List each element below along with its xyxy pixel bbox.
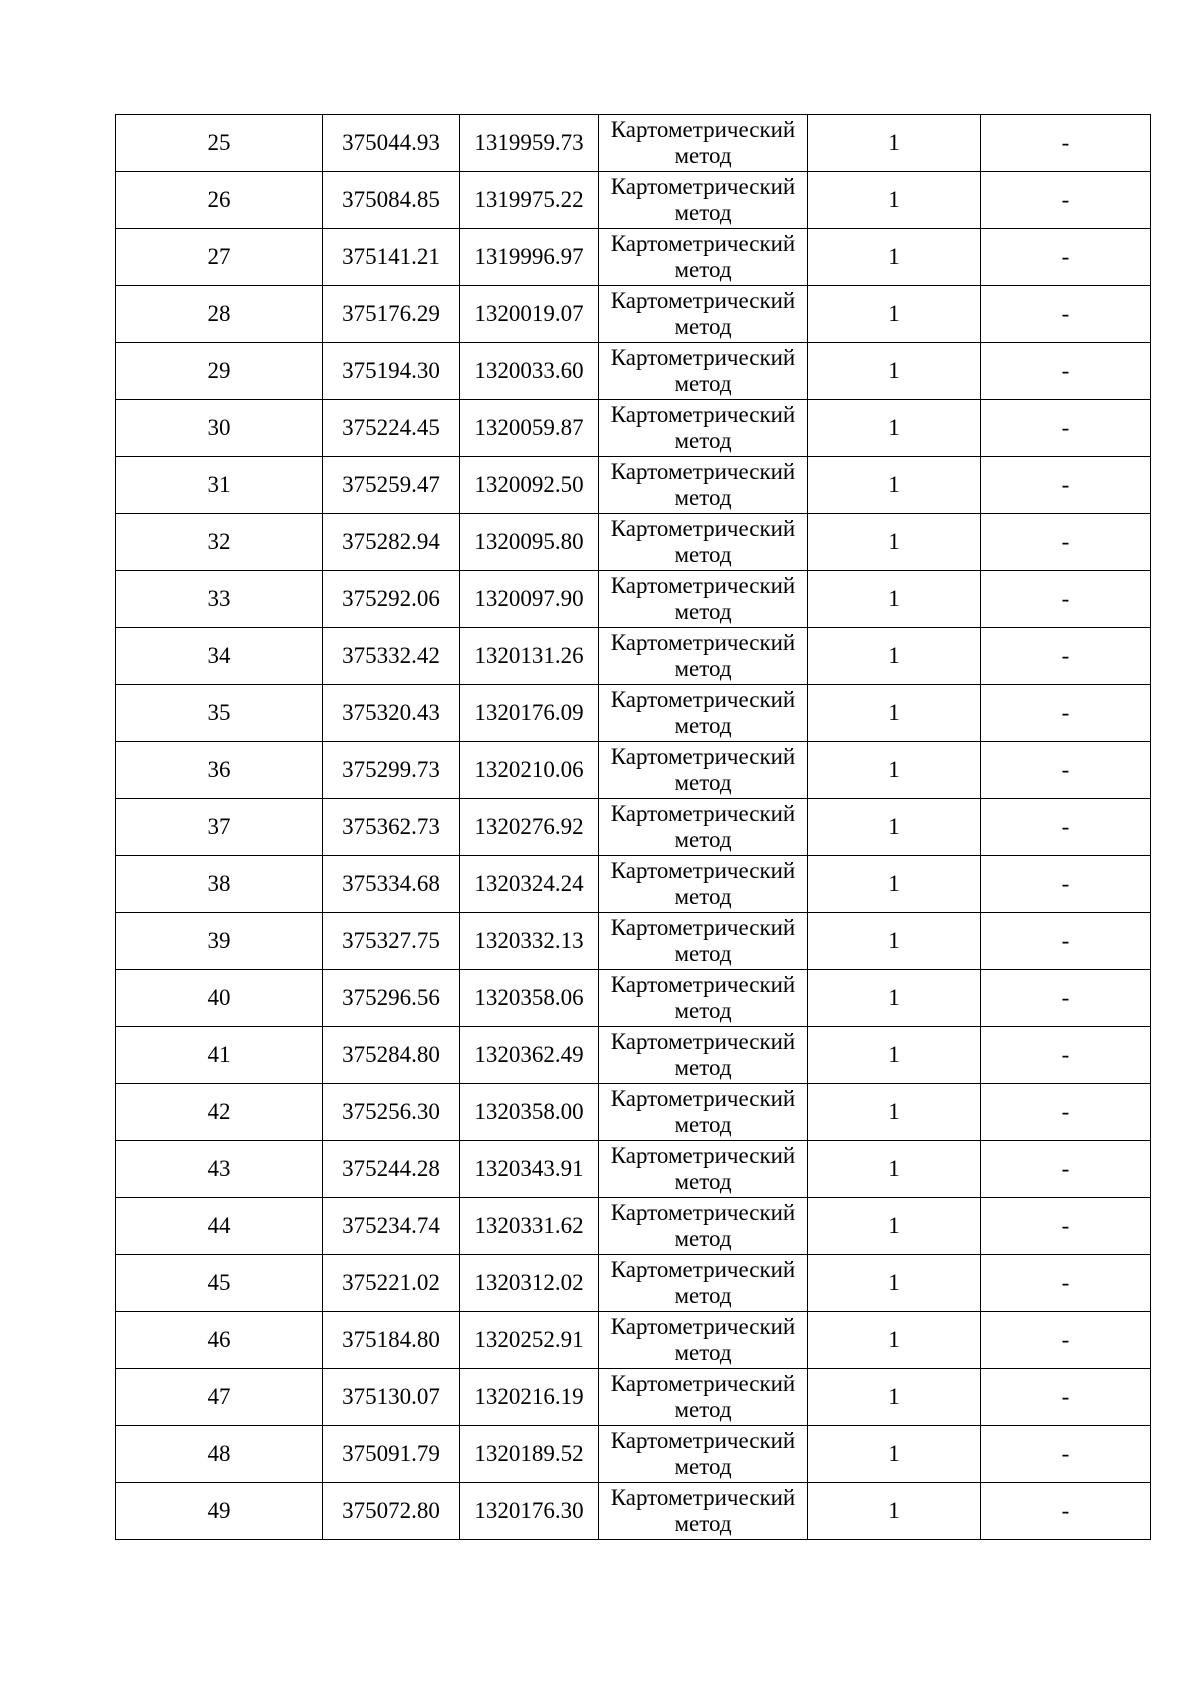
y-coordinate-cell: 1320059.87: [460, 400, 599, 457]
note-cell: -: [981, 172, 1151, 229]
accuracy-cell: 1: [808, 1312, 981, 1369]
y-coordinate-cell: 1320331.62: [460, 1198, 599, 1255]
note-cell: -: [981, 343, 1151, 400]
x-coordinate-cell: 375332.42: [323, 628, 460, 685]
table-row: [116, 286, 1151, 343]
method-line-1: Картометрический: [610, 915, 796, 940]
method-cell: [599, 1312, 808, 1369]
method-cell: [599, 172, 808, 229]
x-coordinate-cell: 375327.75: [323, 913, 460, 970]
method-line-1: Картометрический: [610, 516, 796, 541]
x-coordinate-cell: 375256.30: [323, 1084, 460, 1141]
method-line-2: метод: [674, 143, 732, 168]
point-number-cell: 29: [116, 343, 323, 400]
method-cell: [599, 571, 808, 628]
note-cell: -: [981, 742, 1151, 799]
method-line-2: метод: [674, 713, 732, 738]
method-cell: [599, 856, 808, 913]
accuracy-cell: 1: [808, 1369, 981, 1426]
point-number-cell: 35: [116, 685, 323, 742]
method-line-2: метод: [674, 1169, 732, 1194]
method-line-1: Картометрический: [610, 1257, 796, 1282]
x-coordinate-cell: 375044.93: [323, 115, 460, 172]
point-number-cell: 25: [116, 115, 323, 172]
table-row: [116, 1198, 1151, 1255]
point-number-cell: 40: [116, 970, 323, 1027]
table-row: [116, 115, 1151, 172]
method-line-2: метод: [674, 998, 732, 1023]
method-cell: [599, 1141, 808, 1198]
y-coordinate-cell: 1320189.52: [460, 1426, 599, 1483]
method-line-1: Картометрический: [610, 1485, 796, 1510]
method-line-2: метод: [674, 884, 732, 909]
point-number-cell: 42: [116, 1084, 323, 1141]
accuracy-cell: 1: [808, 970, 981, 1027]
note-cell: -: [981, 115, 1151, 172]
note-cell: -: [981, 1141, 1151, 1198]
method-line-1: Картометрический: [610, 1428, 796, 1453]
point-number-cell: 27: [116, 229, 323, 286]
method-cell: [599, 514, 808, 571]
table-row: [116, 1141, 1151, 1198]
point-number-cell: 34: [116, 628, 323, 685]
point-number-cell: 43: [116, 1141, 323, 1198]
table-body: [116, 115, 1151, 1540]
table-row: [116, 172, 1151, 229]
method-cell: [599, 457, 808, 514]
x-coordinate-cell: 375282.94: [323, 514, 460, 571]
point-number-cell: 41: [116, 1027, 323, 1084]
table-row: [116, 628, 1151, 685]
x-coordinate-cell: 375084.85: [323, 172, 460, 229]
accuracy-cell: 1: [808, 343, 981, 400]
method-cell: [599, 913, 808, 970]
table-row: [116, 1426, 1151, 1483]
y-coordinate-cell: 1320019.07: [460, 286, 599, 343]
accuracy-cell: 1: [808, 1084, 981, 1141]
method-cell: [599, 229, 808, 286]
x-coordinate-cell: 375176.29: [323, 286, 460, 343]
y-coordinate-cell: 1320358.00: [460, 1084, 599, 1141]
point-number-cell: 38: [116, 856, 323, 913]
method-line-1: Картометрический: [610, 687, 796, 712]
y-coordinate-cell: 1320176.09: [460, 685, 599, 742]
accuracy-cell: 1: [808, 1426, 981, 1483]
method-cell: [599, 742, 808, 799]
table-row: [116, 1483, 1151, 1540]
point-number-cell: 33: [116, 571, 323, 628]
method-line-1: Картометрический: [610, 459, 796, 484]
method-cell: [599, 343, 808, 400]
note-cell: -: [981, 1198, 1151, 1255]
table-row: [116, 1312, 1151, 1369]
table-row: [116, 913, 1151, 970]
x-coordinate-cell: 375296.56: [323, 970, 460, 1027]
accuracy-cell: 1: [808, 115, 981, 172]
method-line-1: Картометрический: [610, 972, 796, 997]
method-line-1: Картометрический: [610, 288, 796, 313]
accuracy-cell: 1: [808, 1255, 981, 1312]
point-number-cell: 47: [116, 1369, 323, 1426]
accuracy-cell: 1: [808, 457, 981, 514]
method-line-2: метод: [674, 599, 732, 624]
accuracy-cell: 1: [808, 1141, 981, 1198]
method-cell: [599, 1255, 808, 1312]
method-line-2: метод: [674, 1283, 732, 1308]
y-coordinate-cell: 1320358.06: [460, 970, 599, 1027]
method-line-1: Картометрический: [610, 801, 796, 826]
x-coordinate-cell: 375221.02: [323, 1255, 460, 1312]
point-number-cell: 46: [116, 1312, 323, 1369]
point-number-cell: 39: [116, 913, 323, 970]
table-row: [116, 1369, 1151, 1426]
x-coordinate-cell: 375141.21: [323, 229, 460, 286]
method-cell: [599, 1027, 808, 1084]
note-cell: -: [981, 229, 1151, 286]
table-row: [116, 571, 1151, 628]
x-coordinate-cell: 375334.68: [323, 856, 460, 913]
method-line-2: метод: [674, 314, 732, 339]
table-row: [116, 799, 1151, 856]
x-coordinate-cell: 375184.80: [323, 1312, 460, 1369]
method-line-2: метод: [674, 200, 732, 225]
accuracy-cell: 1: [808, 172, 981, 229]
x-coordinate-cell: 375259.47: [323, 457, 460, 514]
note-cell: -: [981, 286, 1151, 343]
method-cell: [599, 1426, 808, 1483]
method-line-2: метод: [674, 1511, 732, 1536]
y-coordinate-cell: 1319975.22: [460, 172, 599, 229]
accuracy-cell: 1: [808, 286, 981, 343]
method-cell: [599, 286, 808, 343]
table-row: [116, 1255, 1151, 1312]
table-row: [116, 856, 1151, 913]
x-coordinate-cell: 375244.28: [323, 1141, 460, 1198]
method-line-1: Картометрический: [610, 1314, 796, 1339]
note-cell: -: [981, 514, 1151, 571]
table-row: [116, 970, 1151, 1027]
point-number-cell: 48: [116, 1426, 323, 1483]
method-cell: [599, 1084, 808, 1141]
x-coordinate-cell: 375320.43: [323, 685, 460, 742]
method-cell: [599, 115, 808, 172]
x-coordinate-cell: 375299.73: [323, 742, 460, 799]
method-line-1: Картометрический: [610, 231, 796, 256]
note-cell: -: [981, 970, 1151, 1027]
method-line-1: Картометрический: [610, 1200, 796, 1225]
note-cell: -: [981, 1369, 1151, 1426]
point-number-cell: 37: [116, 799, 323, 856]
method-cell: [599, 970, 808, 1027]
note-cell: -: [981, 1027, 1151, 1084]
method-line-2: метод: [674, 941, 732, 966]
x-coordinate-cell: 375224.45: [323, 400, 460, 457]
y-coordinate-cell: 1320095.80: [460, 514, 599, 571]
accuracy-cell: 1: [808, 742, 981, 799]
y-coordinate-cell: 1320362.49: [460, 1027, 599, 1084]
method-line-1: Картометрический: [610, 174, 796, 199]
method-line-1: Картометрический: [610, 630, 796, 655]
y-coordinate-cell: 1319959.73: [460, 115, 599, 172]
point-number-cell: 44: [116, 1198, 323, 1255]
method-line-1: Картометрический: [610, 1143, 796, 1168]
y-coordinate-cell: 1320276.92: [460, 799, 599, 856]
table-row: [116, 1027, 1151, 1084]
method-line-2: метод: [674, 827, 732, 852]
accuracy-cell: 1: [808, 1483, 981, 1540]
method-line-2: метод: [674, 1340, 732, 1365]
method-line-2: метод: [674, 1454, 732, 1479]
method-line-2: метод: [674, 542, 732, 567]
method-cell: [599, 799, 808, 856]
method-line-1: Картометрический: [610, 1086, 796, 1111]
y-coordinate-cell: 1319996.97: [460, 229, 599, 286]
method-line-1: Картометрический: [610, 858, 796, 883]
method-line-2: метод: [674, 1055, 732, 1080]
y-coordinate-cell: 1320092.50: [460, 457, 599, 514]
table-row: [116, 514, 1151, 571]
note-cell: -: [981, 913, 1151, 970]
y-coordinate-cell: 1320033.60: [460, 343, 599, 400]
point-number-cell: 32: [116, 514, 323, 571]
y-coordinate-cell: 1320131.26: [460, 628, 599, 685]
x-coordinate-cell: 375362.73: [323, 799, 460, 856]
note-cell: -: [981, 1483, 1151, 1540]
note-cell: -: [981, 457, 1151, 514]
point-number-cell: 45: [116, 1255, 323, 1312]
y-coordinate-cell: 1320332.13: [460, 913, 599, 970]
y-coordinate-cell: 1320176.30: [460, 1483, 599, 1540]
point-number-cell: 26: [116, 172, 323, 229]
x-coordinate-cell: 375292.06: [323, 571, 460, 628]
y-coordinate-cell: 1320343.91: [460, 1141, 599, 1198]
accuracy-cell: 1: [808, 229, 981, 286]
point-number-cell: 49: [116, 1483, 323, 1540]
y-coordinate-cell: 1320210.06: [460, 742, 599, 799]
point-number-cell: 30: [116, 400, 323, 457]
method-cell: [599, 1369, 808, 1426]
table-row: [116, 343, 1151, 400]
accuracy-cell: 1: [808, 628, 981, 685]
note-cell: -: [981, 571, 1151, 628]
x-coordinate-cell: 375072.80: [323, 1483, 460, 1540]
coordinates-table: [115, 114, 1151, 1540]
method-line-1: Картометрический: [610, 402, 796, 427]
method-line-2: метод: [674, 1397, 732, 1422]
accuracy-cell: 1: [808, 913, 981, 970]
note-cell: -: [981, 1255, 1151, 1312]
method-line-1: Картометрический: [610, 117, 796, 142]
y-coordinate-cell: 1320252.91: [460, 1312, 599, 1369]
method-cell: [599, 1483, 808, 1540]
note-cell: -: [981, 799, 1151, 856]
method-line-1: Картометрический: [610, 573, 796, 598]
method-line-2: метод: [674, 656, 732, 681]
note-cell: -: [981, 628, 1151, 685]
y-coordinate-cell: 1320312.02: [460, 1255, 599, 1312]
method-line-1: Картометрический: [610, 345, 796, 370]
method-cell: [599, 1198, 808, 1255]
accuracy-cell: 1: [808, 400, 981, 457]
accuracy-cell: 1: [808, 856, 981, 913]
method-cell: [599, 685, 808, 742]
note-cell: -: [981, 1312, 1151, 1369]
x-coordinate-cell: 375194.30: [323, 343, 460, 400]
point-number-cell: 36: [116, 742, 323, 799]
x-coordinate-cell: 375234.74: [323, 1198, 460, 1255]
method-line-1: Картометрический: [610, 1371, 796, 1396]
point-number-cell: 28: [116, 286, 323, 343]
y-coordinate-cell: 1320216.19: [460, 1369, 599, 1426]
note-cell: -: [981, 400, 1151, 457]
method-line-2: метод: [674, 371, 732, 396]
table-row: [116, 685, 1151, 742]
method-cell: [599, 628, 808, 685]
table-row: [116, 742, 1151, 799]
accuracy-cell: 1: [808, 571, 981, 628]
accuracy-cell: 1: [808, 514, 981, 571]
method-line-2: метод: [674, 257, 732, 282]
y-coordinate-cell: 1320097.90: [460, 571, 599, 628]
table-row: [116, 229, 1151, 286]
method-line-2: метод: [674, 1226, 732, 1251]
table-row: [116, 1084, 1151, 1141]
x-coordinate-cell: 375091.79: [323, 1426, 460, 1483]
method-line-2: метод: [674, 770, 732, 795]
method-cell: [599, 400, 808, 457]
accuracy-cell: 1: [808, 1027, 981, 1084]
accuracy-cell: 1: [808, 1198, 981, 1255]
accuracy-cell: 1: [808, 685, 981, 742]
point-number-cell: 31: [116, 457, 323, 514]
y-coordinate-cell: 1320324.24: [460, 856, 599, 913]
method-line-2: метод: [674, 1112, 732, 1137]
table-row: [116, 400, 1151, 457]
method-line-2: метод: [674, 428, 732, 453]
method-line-1: Картометрический: [610, 1029, 796, 1054]
table-row: [116, 457, 1151, 514]
method-line-2: метод: [674, 485, 732, 510]
note-cell: -: [981, 1426, 1151, 1483]
x-coordinate-cell: 375284.80: [323, 1027, 460, 1084]
note-cell: -: [981, 856, 1151, 913]
method-line-1: Картометрический: [610, 744, 796, 769]
note-cell: -: [981, 1084, 1151, 1141]
note-cell: -: [981, 685, 1151, 742]
x-coordinate-cell: 375130.07: [323, 1369, 460, 1426]
accuracy-cell: 1: [808, 799, 981, 856]
